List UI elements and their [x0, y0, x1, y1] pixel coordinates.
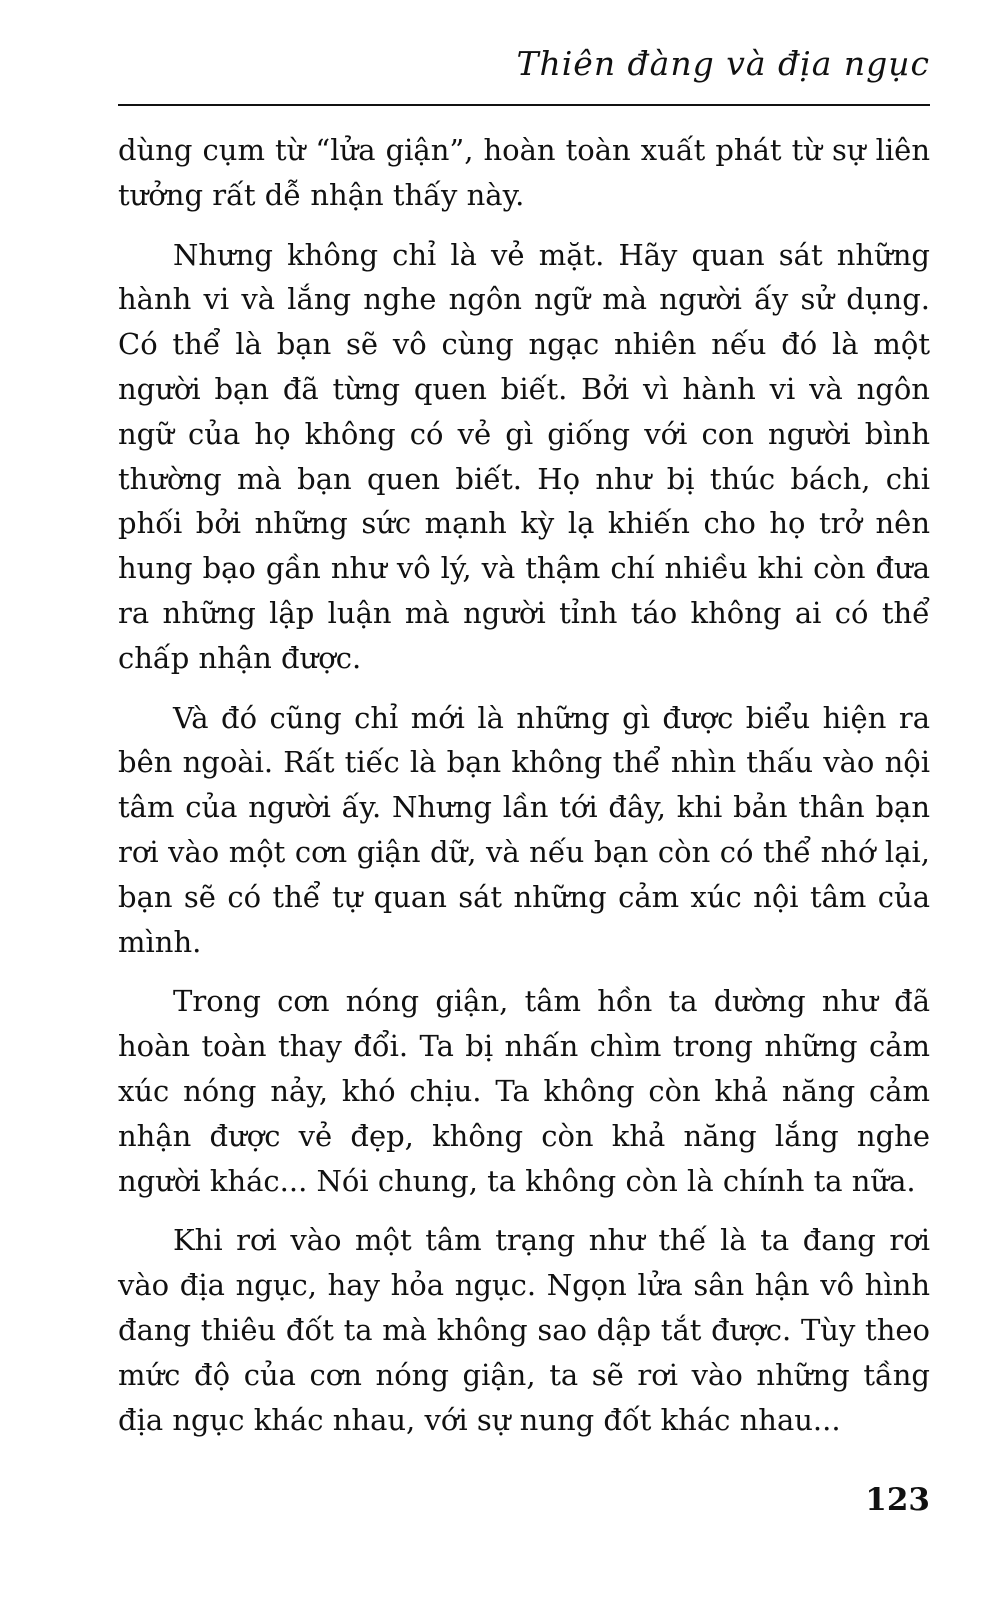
paragraph: Khi rơi vào một tâm trạng như thế là ta đang rơi vào địa ngục, hay hỏa ngục. Ngọn lửa sân hận vô hình đang thiêu đốt ta mà không sao dập tắt được. Tùy theo mức độ của cơn nóng giận, ta sẽ rơi vào những tầng địa ngục khác nhau, với sự nung đốt khác nhau...: [118, 1223, 930, 1437]
paragraph-continuation: dùng cụm từ “lửa giận”, hoàn toàn xuất phát từ sự liên tưởng rất dễ nhận thấy này.: [118, 133, 930, 212]
page-header: [118, 38, 930, 106]
page-number: 123: [865, 1482, 930, 1518]
paragraph: Nhưng không chỉ là vẻ mặt. Hãy quan sát những hành vi và lắng nghe ngôn ngữ mà người ấy sử dụng. Có thể là bạn sẽ vô cùng ngạc nhiên nếu đó là một người bạn đã từng quen biết. Bởi vì hành vi và ngôn ngữ của họ không có vẻ gì giống với con người bình thường mà bạn quen biết. Họ như bị thúc bách, chi phối bởi những sức mạnh kỳ lạ khiến cho họ trở nên hung bạo gần như vô lý, và thậm chí nhiều khi còn đưa ra những lập luận mà người tỉnh táo không ai có thể chấp nhận được.: [118, 237, 930, 675]
body-text: [118, 128, 930, 1457]
paragraph: Và đó cũng chỉ mới là những gì được biểu hiện ra bên ngoài. Rất tiếc là bạn không thể nhìn thấu vào nội tâm của người ấy. Nhưng lần tới đây, khi bản thân bạn rơi vào một cơn giận dữ, và nếu bạn còn có thể nhớ lại, bạn sẽ có thể tự quan sát những cảm xúc nội tâm của mình.: [118, 700, 930, 959]
paragraph: Trong cơn nóng giận, tâm hồn ta dường như đã hoàn toàn thay đổi. Ta bị nhấn chìm trong những cảm xúc nóng nảy, khó chịu. Ta không còn khả năng cảm nhận được vẻ đẹp, không còn khả năng lắng nghe người khác... Nói chung, ta không còn là chính ta nữa.: [118, 984, 930, 1198]
running-title: Thiên đàng và địa ngục: [516, 44, 930, 83]
